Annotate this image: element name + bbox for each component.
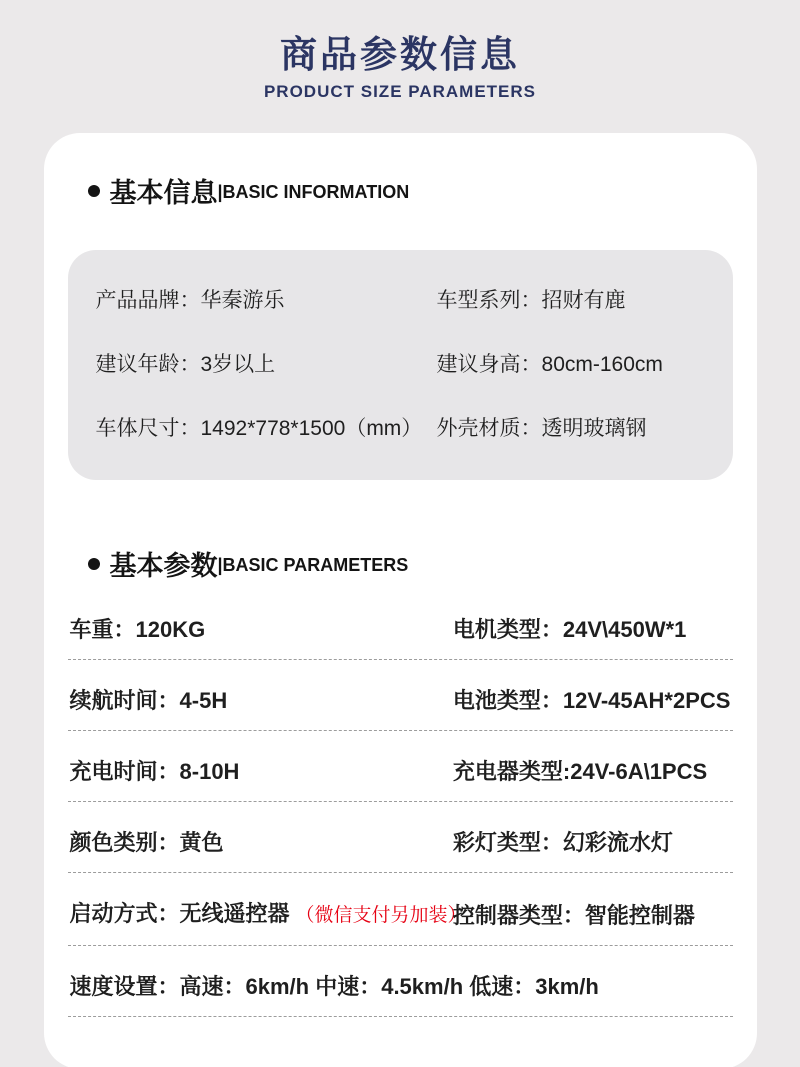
param-label: 彩灯类型： [452, 830, 563, 855]
basic-params-header [68, 544, 733, 583]
param-charger-type [453, 758, 731, 786]
param-label: 续航时间： [69, 688, 180, 713]
param-speed-settings [70, 973, 731, 1001]
info-label: 车型系列： [436, 289, 542, 312]
info-label: 建议年龄： [95, 353, 201, 376]
basic-info-title-cn: 基本信息 [109, 178, 218, 208]
info-value: 3岁以上 [200, 353, 276, 376]
info-value: 1492*778*1500（mm） [200, 417, 423, 440]
param-label: 充电器类型: [452, 759, 571, 784]
param-start-mode [69, 900, 467, 930]
info-label: 产品品牌： [95, 289, 201, 312]
param-light-type [453, 829, 731, 857]
param-controller-type [453, 902, 731, 930]
param-value: 24V-6A\1PCS [570, 759, 708, 784]
info-label: 建议身高： [436, 353, 542, 376]
param-row-start-controller [68, 873, 733, 946]
basic-info-title-en: |BASIC INFORMATION [217, 182, 410, 202]
param-note-red: （微信支付另加装） [295, 905, 467, 926]
info-value: 透明玻璃钢 [541, 417, 647, 440]
page-subtitle: PRODUCT SIZE PARAMETERS [263, 82, 537, 101]
info-value: 80cm-160cm [541, 353, 663, 376]
param-label: 充电时间： [69, 759, 180, 784]
spec-card [44, 133, 757, 1067]
param-battery-type [453, 687, 731, 715]
param-value: 120KG [135, 617, 206, 642]
param-value: 智能控制器 [584, 903, 695, 928]
param-value: 黄色 [179, 830, 224, 855]
param-label: 电机类型： [452, 617, 563, 642]
param-value: 24V\450W*1 [562, 617, 687, 642]
param-row-weight-motor [68, 589, 733, 660]
param-label: 控制器类型： [452, 903, 585, 928]
bullet-icon [88, 185, 100, 197]
basic-info-box [68, 250, 733, 480]
info-value: 华秦游乐 [200, 289, 285, 312]
param-row-speed [68, 946, 733, 1017]
info-label: 车体尺寸： [95, 417, 201, 440]
info-item-age [96, 350, 437, 380]
param-label: 颜色类别： [69, 830, 180, 855]
info-value: 招财有鹿 [541, 289, 626, 312]
param-row-endurance-battery [68, 660, 733, 731]
info-item-series [437, 286, 705, 316]
basic-params-title-cn: 基本参数 [109, 551, 218, 581]
param-value: 8-10H [179, 759, 240, 784]
param-weight [70, 616, 453, 644]
param-color [70, 829, 453, 857]
param-label: 电池类型： [452, 688, 563, 713]
param-value: 12V-45AH*2PCS [562, 688, 731, 713]
param-charging-time [70, 758, 453, 786]
param-value: 4-5H [179, 688, 228, 713]
param-value: 幻彩流水灯 [562, 830, 673, 855]
param-value: 无线遥控器 [179, 901, 290, 926]
param-label: 启动方式： [69, 901, 180, 926]
basic-params-title-en: |BASIC PARAMETERS [217, 555, 409, 575]
info-item-material [437, 414, 705, 444]
basic-info-header [68, 171, 733, 210]
info-item-height [437, 350, 705, 380]
info-label: 外壳材质： [436, 417, 542, 440]
info-item-brand [96, 286, 437, 316]
param-motor-type [453, 616, 731, 644]
bullet-icon [88, 558, 100, 570]
param-row-color-lights [68, 802, 733, 873]
info-item-size [96, 414, 437, 444]
param-endurance [70, 687, 453, 715]
page-title: 商品参数信息 [280, 34, 520, 75]
params-list [68, 589, 733, 1017]
page-header [0, 0, 800, 102]
param-row-charging-charger [68, 731, 733, 802]
param-value: 高速：6km/h 中速：4.5km/h 低速：3km/h [179, 974, 599, 999]
param-label: 车重： [69, 617, 136, 642]
param-label: 速度设置： [69, 974, 180, 999]
